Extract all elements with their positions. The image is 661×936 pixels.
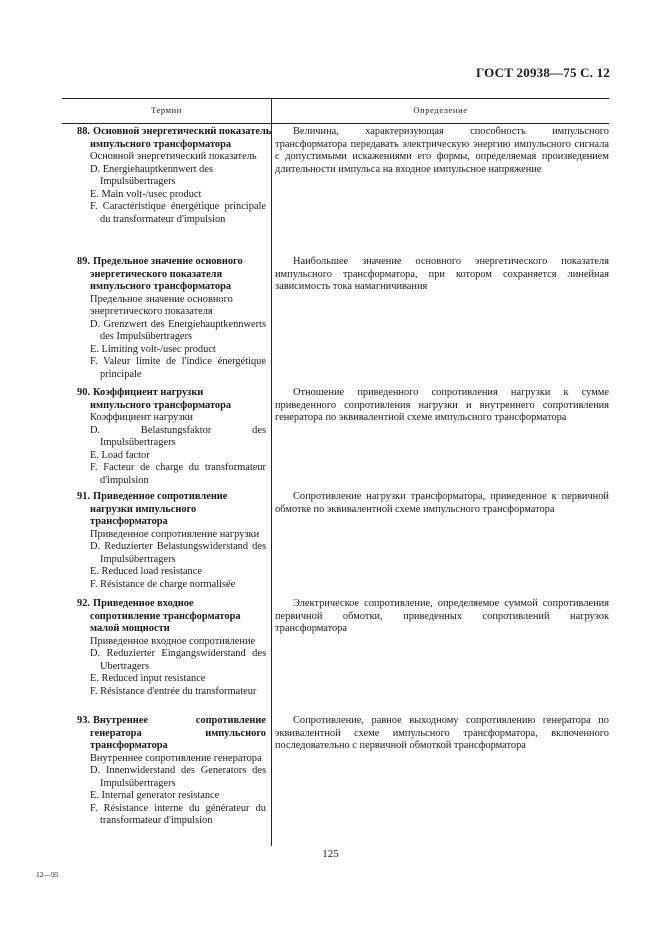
- term-title: Внутреннее сопротивление генератора импульсного трансформатора: [90, 715, 266, 751]
- term-cell: [62, 256, 266, 381]
- term-title: Коэффициент нагрузки импульсного трансформатора: [90, 387, 232, 411]
- definition-cell: Сопротивление, равное выходному сопротивлению генератора по эквивалентной схеме импульсного трансформатора, включенного последовательно с первичной обмоткой трансформатора: [275, 715, 609, 751]
- term-english: E. Internal generator resistance: [90, 790, 220, 801]
- term-german: D. Grenzwert des Energiehauptkennwerts des Impulsübertragers: [90, 318, 266, 342]
- term-short-name: Основной энергетический показатель: [90, 151, 257, 162]
- term-french: F. Facteur de charge du transformateur d'impulsion: [90, 462, 266, 486]
- standard-code: ГОСТ 20938—75 С. 12: [476, 65, 610, 80]
- term-number: 91.: [77, 491, 90, 502]
- definition-cell: Наибольшее значение основного энергетического показателя импульсного трансформатора, при котором сохраняется линейная зависимость тока намагничивания: [275, 256, 609, 292]
- table-header: [62, 98, 609, 124]
- term-cell: [62, 715, 266, 828]
- definition-cell: Величина, характеризующая способность импульсного трансформатора передавать электрическую энергию импульсного сигнала с допустимыми искажениями его формы, определяемая произведением длительности импульса на входное импульсное напряжение: [275, 126, 609, 175]
- column-header-terms: Термин: [151, 105, 182, 115]
- term-short-name: Приведенное входное сопротивление: [90, 635, 256, 647]
- page-number: 125: [322, 848, 339, 860]
- term-french: F. Résistance d'entrée du transformateur: [90, 685, 257, 697]
- term-english: E. Main volt-/usec product: [90, 188, 202, 200]
- term-english: E. Load factor: [90, 449, 150, 461]
- column-divider: [271, 122, 272, 846]
- term-french: F. Caractéristique énergétique principale du transformateur d'impulsion: [90, 201, 266, 225]
- term-number: 92.: [77, 598, 90, 609]
- term-english: E. Reduced load resistance: [90, 566, 202, 577]
- term-short-name: Внутреннее сопротивление генератора: [90, 752, 262, 764]
- term-title: импульсного трансформатора: [90, 138, 232, 150]
- term-cell: [62, 126, 272, 226]
- term-number: 89.: [77, 256, 90, 267]
- definition-cell: Сопротивление нагрузки трансформатора, приведенное к первичной обмотке по эквивалентной схеме импульсного трансформатора: [275, 491, 609, 515]
- term-german: D. Innenwiderstand des Generators des Impulsübertragers: [90, 765, 266, 789]
- term-french: F. Valeur limite de l'indice énergétique principale: [90, 356, 266, 380]
- term-short-name: Предельное значение основного энергетического показателя: [90, 293, 233, 317]
- term-short-name: Коэффициент нагрузки: [90, 412, 193, 423]
- term-title: Предельное значение основного энергетического показателя импульсного трансформатора: [90, 256, 243, 292]
- term-german: D. Belastungsfaktor des Impulsübertragers: [90, 424, 266, 448]
- term-title: Приведенное входное сопротивление трансформатора малой мощности: [90, 598, 241, 634]
- term-title: Основной энергетический показатель: [93, 126, 272, 137]
- term-english: E. Reduced input resistance: [90, 673, 206, 684]
- term-english: E. Limiting volt-/usec product: [90, 343, 216, 355]
- column-header-definition: Определение: [413, 105, 468, 115]
- term-german: D. Reduzierter Eingangswiderstand des Ubertragers: [90, 648, 266, 672]
- term-number: 93.: [77, 715, 90, 726]
- term-number: 88.: [77, 126, 90, 137]
- term-german: D. Energiehauptkennwert des Impulsübertragers: [90, 163, 214, 187]
- term-cell: [62, 387, 266, 487]
- print-code: 12—95: [36, 870, 59, 879]
- term-german: D. Reduzierter Belastungswiderstand des Impulsübertragers: [90, 541, 266, 565]
- term-cell: [62, 598, 266, 698]
- term-french: F. Résistance de charge normalisée: [90, 578, 236, 590]
- term-french: F. Résistance interne du générateur du transformateur d'impulsion: [90, 802, 266, 826]
- definition-cell: Электрическое сопротивление, определяемое суммой сопротивления первичной обмотки, приведенных сопротивлений нагрузок трансформатора: [275, 598, 609, 634]
- definition-cell: Отношение приведенного сопротивления нагрузки к сумме приведенного сопротивления нагрузки и внутреннего сопротивления генератора по эквивалентной схеме импульсного трансформатора: [275, 387, 609, 423]
- term-number: 90.: [77, 387, 90, 398]
- term-title: Приведенное сопротивление нагрузки импульсного трансформатора: [90, 491, 228, 527]
- term-short-name: Приведенное сопротивление нагрузки: [90, 528, 260, 540]
- term-cell: [62, 491, 266, 591]
